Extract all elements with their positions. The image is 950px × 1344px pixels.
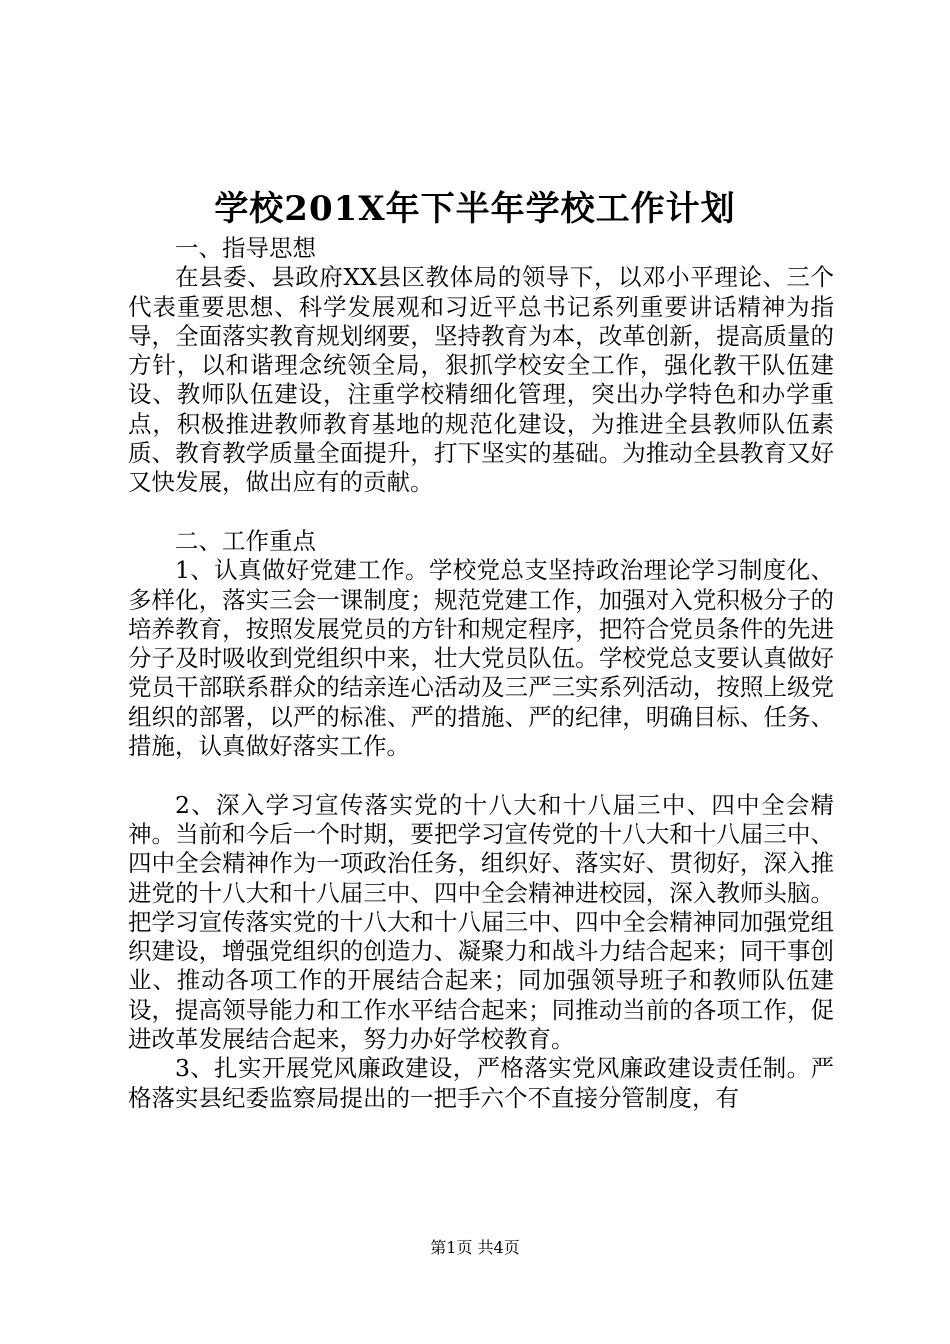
section-heading-guiding-thought: 一、指导思想 bbox=[175, 234, 316, 262]
paragraph-item-2: 2、深入学习宣传落实党的十八大和十八届三中、四中全会精神。当前和今后一个时期，要把学习宣传党的十八大和十八届三中、四中全会精神作为一项政治任务，组织好、落实好、贯彻好，深入推进党的十八大和十八届三中、四中全会精神进校园，深入教师头脑。把学习宣传落实党的十八大和十八届三中、四中全会精神同加强党组织建设，增强党组织的创造力、凝聚力和战斗力结合起来；同干事创业、推动各项工作的开展结合起来；同加强领导班子和教师队伍建设，提高领导能力和工作水平结合起来；同推动当前的各项工作，促进改革发展结合起来，努力办好学校教育。 bbox=[128, 790, 834, 1054]
document-body bbox=[128, 234, 834, 1113]
section-heading-work-focus: 二、工作重点 bbox=[175, 526, 316, 555]
paragraph-guiding-thought: 在县委、县政府XX县区教体局的领导下，以邓小平理论、三个代表重要思想、科学发展观和习近平总书记系列重要讲话精神为指导，全面落实教育规划纲要，坚持教育为本，改革创新，提高质量的方针，以和谐理念统领全局，狠抓学校安全工作，强化教干队伍建设、教师队伍建设，注重学校精细化管理，突出办学特色和办学重点，积极推进教师教育基地的规范化建设，为推进全县教师队伍素质、教育教学质量全面提升，打下坚实的基础。为推动全县教育又好又快发展，做出应有的贡献。 bbox=[128, 263, 834, 497]
paragraph-item-1: 1、认真做好党建工作。学校党总支坚持政治理论学习制度化、多样化，落实三会一课制度；规范党建工作，加强对入党积极分子的培养教育，按照发展党员的方针和规定程序，把符合党员条件的先进分子及时吸收到党组织中来，壮大党员队伍。学校党总支要认真做好党员干部联系群众的结亲连心活动及三严三实系列活动，按照上级党组织的部署，以严的标准、严的措施、严的纪律，明确目标、任务、措施，认真做好落实工作。 bbox=[128, 556, 834, 761]
paragraph-spacer bbox=[128, 498, 834, 527]
paragraph-item-3: 3、扎实开展党风廉政建设，严格落实党风廉政建设责任制。严格落实县纪委监察局提出的一把手六个不直接分管制度，有 bbox=[128, 1054, 834, 1112]
paragraph-spacer bbox=[128, 761, 834, 790]
page-footer: 第1页 共4页 bbox=[430, 1238, 520, 1257]
document-title: 学校201X年下半年学校工作计划 bbox=[214, 189, 736, 229]
